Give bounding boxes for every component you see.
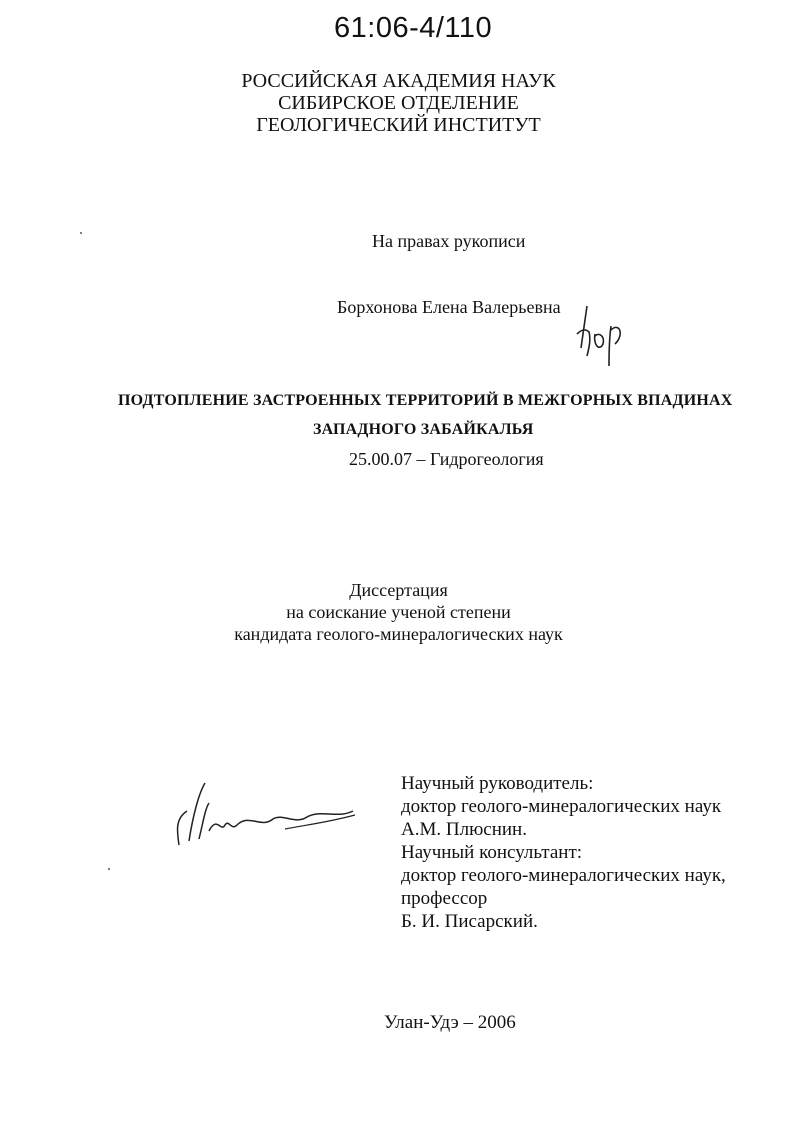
author-name: Борхонова Елена Валерьевна <box>337 297 561 317</box>
institution-line-institute: ГЕОЛОГИЧЕСКИЙ ИНСТИТУТ <box>256 114 541 136</box>
consultant-title: профессор <box>401 888 488 909</box>
advisors-block <box>401 772 726 933</box>
archive-code: 61:06-4/110 <box>334 12 493 44</box>
scan-speck <box>108 868 110 870</box>
institution-line-academy: РОССИЙСКАЯ АКАДЕМИЯ НАУК <box>241 70 556 92</box>
scan-speck <box>80 232 82 234</box>
supervisor-signature <box>165 775 365 855</box>
supervisor-degree: доктор геолого-минералогических наук <box>401 796 722 817</box>
degree-line-dissertation: Диссертация <box>349 580 448 600</box>
consultant-degree: доктор геолого-минералогических наук, <box>401 865 726 886</box>
place-year: Улан-Удэ – 2006 <box>384 1012 516 1033</box>
supervisor-name: А.М. Плюснин. <box>401 819 527 840</box>
author-signature-mark <box>565 300 635 370</box>
dissertation-title-line-1: ПОДТОПЛЕНИЕ ЗАСТРОЕННЫХ ТЕРРИТОРИЙ В МЕЖГОРНЫХ ВПАДИНАХ <box>118 392 733 409</box>
consultant-name: Б. И. Писарский. <box>401 911 538 932</box>
degree-block <box>0 579 797 645</box>
institution-block <box>0 70 797 136</box>
degree-line-seeking: на соискание ученой степени <box>286 602 511 622</box>
dissertation-title-line-2: ЗАПАДНОГО ЗАБАЙКАЛЬЯ <box>313 421 534 438</box>
supervisor-label: Научный руководитель: <box>401 773 594 794</box>
specialty-code: 25.00.07 – Гидрогеология <box>349 449 544 469</box>
institution-line-branch: СИБИРСКОЕ ОТДЕЛЕНИЕ <box>278 92 519 114</box>
degree-line-candidate: кандидата геолого-минералогических наук <box>234 624 563 644</box>
consultant-label: Научный консультант: <box>401 842 583 863</box>
manuscript-note: На правах рукописи <box>372 231 526 251</box>
